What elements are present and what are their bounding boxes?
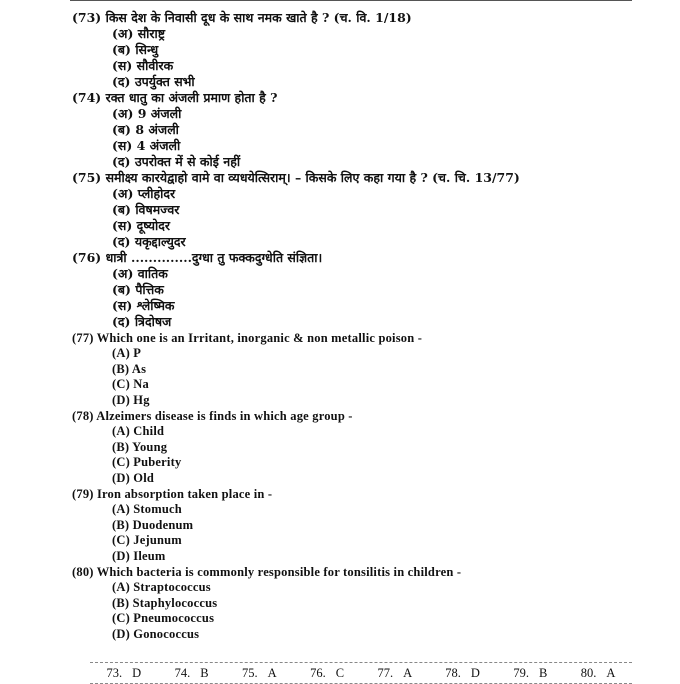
- option-76-d: (द) त्रिदोषज: [112, 314, 172, 329]
- answer-73: [90, 666, 158, 681]
- answer-key: A: [267, 665, 277, 680]
- option-75-a: (अ) प्लीहोदर: [112, 186, 176, 201]
- option-77-b: (B) As: [112, 361, 147, 376]
- option-76-a: (अ) वातिक: [112, 266, 168, 281]
- answer-79: [497, 666, 565, 681]
- answer-key: B: [200, 665, 209, 680]
- answer-number: 74.: [174, 665, 191, 680]
- answer-key: A: [606, 665, 616, 680]
- answer-key: A: [403, 665, 413, 680]
- answer-76: [293, 666, 361, 681]
- option-78-b: (B) Young: [112, 439, 168, 454]
- option-77-a: (A) P: [112, 346, 142, 360]
- answer-key: D: [132, 665, 142, 680]
- option-78-a: (A) Child: [112, 424, 165, 438]
- answer-75: [226, 666, 294, 681]
- option-74-a: (अ) 9 अंजली: [112, 106, 182, 121]
- option-75-d: (द) यकृद्दाल्युदर: [112, 234, 186, 249]
- answer-number: 80.: [580, 665, 597, 680]
- option-76-b: (ब) पैत्तिक: [112, 282, 164, 297]
- option-73-c: (स) सौवीरक: [112, 58, 174, 73]
- question-77: (77) Which one is an Irritant, inorganic & non metallic poison -: [72, 331, 423, 345]
- answer-80: [564, 666, 632, 681]
- option-74-d: (द) उपरोक्त में से कोई नहीं: [112, 154, 241, 169]
- answer-number: 73.: [106, 665, 123, 680]
- question-76: (76) धात्री ..............दुग्धा तु फक्कदुग्धेति संज्ञिता।: [72, 250, 323, 265]
- option-79-b: (B) Duodenum: [112, 517, 194, 532]
- answer-74: [158, 666, 226, 681]
- answer-77: [361, 666, 429, 681]
- option-77-c: (C) Na: [112, 377, 149, 391]
- option-73-a: (अ) सौराष्ट्र: [112, 26, 166, 41]
- option-80-b: (B) Staphylococcus: [112, 595, 218, 610]
- option-75-c: (स) दूष्योदर: [112, 218, 170, 233]
- question-75: (75) समीक्ष्य कारयेद्वाहो वामे वा व्यधयेत्सिराम्। – किसके लिए कहा गया है ? (च. चि. 13/77): [72, 170, 520, 185]
- answer-number: 78.: [445, 665, 461, 680]
- answer-number: 75.: [242, 665, 258, 680]
- question-73: (73) किस देश के निवासी दूध के साथ नमक खाते है ? (च. वि. 1/18): [72, 10, 412, 25]
- option-78-c: (C) Puberity: [112, 455, 182, 469]
- option-78-d: (D) Old: [112, 470, 155, 485]
- question-79: (79) Iron absorption taken place in -: [72, 487, 273, 501]
- option-80-a: (A) Straptococcus: [112, 580, 211, 594]
- answer-key: B: [539, 665, 548, 680]
- answer-key-bar: [90, 662, 632, 684]
- option-79-a: (A) Stomuch: [112, 502, 182, 516]
- option-73-b: (ब) सिन्धु: [112, 42, 159, 57]
- question-80: (80) Which bacteria is commonly responsible for tonsilitis in children -: [72, 565, 462, 579]
- option-77-d: (D) Hg: [112, 392, 150, 407]
- option-74-c: (स) 4 अंजली: [112, 138, 181, 153]
- answer-number: 76.: [310, 665, 326, 680]
- question-list: [72, 10, 642, 642]
- option-79-d: (D) Ileum: [112, 548, 166, 563]
- question-78: (78) Alzeimers disease is finds in which age group -: [72, 409, 353, 423]
- option-80-c: (C) Pneumococcus: [112, 611, 215, 625]
- top-rule: [70, 0, 632, 1]
- answer-number: 77.: [377, 665, 394, 680]
- option-79-c: (C) Jejunum: [112, 533, 182, 547]
- option-74-b: (ब) 8 अंजली: [112, 122, 179, 137]
- answer-key: D: [470, 665, 480, 680]
- question-74: (74) रक्त धातु का अंजली प्रमाण होता है ?: [72, 90, 278, 105]
- answer-key: C: [335, 665, 345, 680]
- option-76-c: (स) श्लेष्मिक: [112, 298, 175, 313]
- answer-78: [429, 666, 497, 681]
- option-80-d: (D) Gonococcus: [112, 626, 200, 641]
- option-75-b: (ब) विषमज्वर: [112, 202, 180, 217]
- answer-number: 79.: [513, 665, 530, 680]
- option-73-d: (द) उपर्युक्त सभी: [112, 74, 195, 89]
